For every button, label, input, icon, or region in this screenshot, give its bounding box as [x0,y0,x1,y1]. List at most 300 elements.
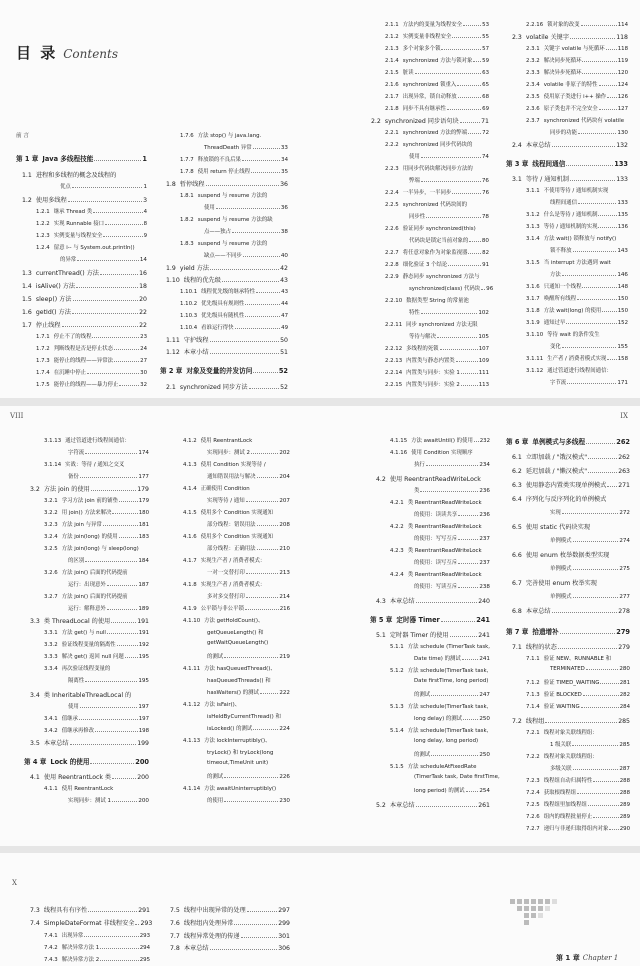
toc-subsection [183,436,290,444]
toc-text: 解决 get() 返回 null 问题 [61,654,124,660]
toc-leader [210,341,280,342]
toc-subsection [44,943,150,951]
toc-text: 内置类与静态内置类 [406,358,455,364]
toc-number: 2.1.7 [385,94,399,100]
toc-leader [598,215,616,216]
toc-subsection [385,272,489,280]
toc-leader [441,49,481,50]
toc-leader [114,361,139,362]
toc-chapter [24,756,149,766]
toc-text: 完善使用 enum 枚举实现 [525,580,597,587]
toc-number: 1.1 [22,172,32,179]
toc-number: 2.3.3 [526,70,540,76]
toc-entry [414,738,490,744]
toc-leader [560,633,615,634]
toc-page: 133 [614,160,628,168]
toc-leader [107,585,138,586]
toc-subsection [183,484,290,492]
toc-leader [570,38,615,39]
toc-leader [245,304,280,305]
toc-entry [68,472,149,480]
toc-text: 的测试 [207,654,224,660]
toc-subsection [385,296,489,304]
toc-leader [586,669,618,670]
toc-subsection [526,20,628,28]
toc-section [512,522,630,531]
toc-number: 2.2.7 [385,250,399,256]
toc-number: 2.3 [512,34,522,41]
toc-subsection [385,200,489,208]
toc-leader [84,936,138,937]
toc-text: 正确使用 Condition [200,486,250,492]
toc-text: 同步 synchronized 方法无限 [406,322,478,328]
toc-subsection [44,931,150,939]
toc-leader [103,525,138,526]
toc-number: 3.1.2 [526,212,540,218]
toc-subsection [44,508,149,516]
toc-number: 3.3.1 [44,630,58,636]
toc-text: 方法 wait(long) 的使用 [543,308,602,314]
toc-page: 16 [139,270,147,277]
toc-text: 验证线程变量的隔离性 [61,642,116,648]
toc-subsection [526,800,630,808]
toc-text: 解决同步死循环 [543,58,582,64]
toc-text: 一对一交替打印 [207,570,245,576]
toc-leader [460,122,480,123]
toc-subsection [526,812,630,820]
toc-text: 验证同步 synchronized(this) [402,226,476,232]
toc-page: 189 [138,606,149,612]
toc-entry [409,176,489,184]
toc-entry [207,448,290,456]
toc-text: 方法 join(long) 与 sleep(long) [61,546,139,552]
toc-number: 7.1.1 [526,656,540,662]
toc-number: 2.1.6 [385,82,399,88]
toc-number: 3.1.3 [526,224,540,230]
toc-subsection [385,188,489,196]
toc-page: 49 [281,325,288,331]
toc-number: 2.2.1 [385,130,399,136]
toc-number: 3.4.1 [44,716,58,722]
toc-subsection [183,784,290,792]
toc-page: 200 [138,798,149,804]
toc-text: 的使用：读写互斥 [414,560,458,566]
toc-subsection [526,788,630,796]
toc-subsection [526,824,630,832]
toc-text: 字节流 [550,380,567,386]
toc-text: 方法 hasQueuedThread()、 [204,666,276,672]
toc-page: 294 [139,945,150,951]
toc-text: 方法 schedule (TimerTask task, [407,644,491,650]
toc-leader [257,525,279,526]
toc-leader [456,361,478,362]
toc-leader [100,274,138,275]
toc-section [22,281,147,290]
toc-page: 224 [279,726,290,732]
toc-subsection [526,294,628,302]
toc-page: 213 [279,570,290,576]
toc-section [22,294,147,303]
toc-leader [421,157,481,158]
toc-subsection [390,642,490,650]
toc-text: 停止线程 [35,322,61,329]
toc-section [30,905,150,914]
toc-subsection [526,318,628,326]
toc-entry [414,714,490,722]
toc-page: 1 [142,155,147,163]
toc-text: 线程中出现异常的处理 [183,907,246,914]
toc-page: 285 [618,718,630,725]
toc-leader [72,187,143,188]
toc-text: isAlive() 方法 [35,283,76,290]
toc-leader [251,453,278,454]
toc-text: 等待与解决 [409,334,436,340]
toc-leader [421,181,481,182]
toc-subsection [183,616,290,624]
toc-text: 当 interrupt 方法遇到 wait [543,260,611,266]
toc-text: 使用 [204,205,215,211]
toc-section [512,578,630,587]
toc-entry [204,143,288,151]
toc-entry [207,496,290,504]
toc-subsection [36,380,147,388]
toc-text: 继承 Thread 类 [53,209,93,215]
toc-subsection [526,44,628,52]
toc-entry [68,796,149,804]
toc-section [512,452,630,461]
toc-chapter [16,153,147,163]
toc-subsection [526,116,628,124]
toc-entry [550,764,630,772]
toc-subsection [385,92,489,100]
toc-text: 的区别 [68,558,85,564]
toc-number: 6.1 [512,454,522,461]
toc-leader [68,201,142,202]
toc-entry [207,592,290,600]
toc-subsection [385,164,489,172]
toc-leader [245,316,280,317]
toc-subsection [183,736,290,744]
toc-section [30,484,149,493]
toc-subsection [36,368,147,376]
toc-page: 192 [138,642,149,648]
toc-text: ThreadDeath 异常 [204,145,252,151]
toc-page: 111 [478,370,489,376]
toc-leader [426,217,481,218]
toc-text: 执行 [414,462,425,468]
toc-number: 第 6 章 [506,438,529,446]
toc-number: 4.2.4 [390,572,404,578]
toc-entry [414,678,490,684]
toc-subsection [385,380,489,388]
toc-leader [243,256,280,257]
toc-leader [577,299,617,300]
toc-number: 4.1.6 [183,534,197,540]
toc-leader [253,148,280,149]
toc-number: 5.1 [376,632,386,639]
toc-leader [461,373,478,374]
toc-text: 实现生产者 / 消费者模式： [200,558,266,564]
toc-leader [420,491,478,492]
toc-number: 2.2.10 [385,298,403,304]
toc-page: 241 [476,616,490,624]
toc-text: 的使用：读读共享 [414,512,458,518]
toc-text: 一半异步，一半同步 [402,190,452,196]
toc-page: 232 [479,438,490,444]
toc-page: 241 [479,656,490,662]
toc-number: 6.5 [512,524,522,531]
toc-entry [207,544,290,552]
toc-text: 类 ReentrantReadWriteLock [407,572,482,578]
toc-page: 76 [481,178,489,184]
toc-page: 184 [138,558,149,564]
page-number-ix: IX [620,412,628,420]
toc-subsection [183,556,290,564]
toc-text: 看谁运行得快 [201,325,234,331]
toc-leader [609,829,618,830]
toc-leader [235,328,281,329]
toc-text: 方法 join() 后面的代码提前 [61,570,128,576]
toc-text: 方法 join() 后面的代码提前 [61,594,128,600]
toc-number: 3.2.2 [44,510,58,516]
toc-number: 4.1.14 [183,786,201,792]
toc-page: 33 [280,145,288,151]
toc-text: 能停止的线程——暴力停止 [53,382,119,388]
toc-leader [224,777,278,778]
toc-number: 2.3.1 [526,46,540,52]
toc-text: 公平锁与非公平锁 [200,606,244,612]
toc-page: 197 [138,716,149,722]
toc-text: 使用 [68,704,79,710]
toc-text: long delay) 的测试 [414,716,463,722]
toc-leader [92,337,139,338]
toc-subsection [44,532,149,540]
toc-text: Java 多线程技能 [42,155,94,163]
toc-leader [73,300,139,301]
toc-entry [414,786,490,794]
toc-subsection [385,128,489,136]
toc-text: 使用多个 Condition 实现通知 [200,534,273,540]
toc-number: 3.2.7 [44,594,58,600]
toc-text: 验证 NEW、RUNNABLE 和 [543,656,612,662]
toc-leader [224,801,278,802]
toc-text: 实现 Runnable 接口 [53,221,105,227]
toc-text: isLocked() 的测试 [207,726,253,732]
toc-text: 留意 i-- 与 System.out.println() [53,245,135,251]
toc-text: 实例变量非线程安全 [402,34,452,40]
toc-subsection [390,702,490,710]
toc-text: 备份 [68,474,79,480]
toc-text: 优点 [60,184,71,190]
toc-page: 222 [279,690,290,696]
toc-subsection [180,215,288,223]
toc-text: 变化 [550,344,561,350]
toc-entry [68,580,149,588]
toc-leader [552,612,618,613]
toc-leader [458,563,478,564]
toc-subsection [44,714,149,722]
toc-leader [90,763,134,764]
toc-entry [414,750,490,758]
toc-text: 方法 join 与异常 [61,522,102,528]
toc-text: synchronized 方法的弊端 [402,130,468,136]
toc-leader [600,683,618,684]
toc-subsection [44,955,150,963]
toc-page: 274 [619,538,630,544]
toc-subsection [526,186,628,194]
toc-leader [452,37,481,38]
toc-text: 1 级关联 [550,742,572,748]
toc-text: 实现等待 / 通知 [207,498,245,504]
toc-text: 拾遗增补 [532,628,559,636]
toc-number: 4.1.5 [183,510,197,516]
toc-text: 线程对象关联线程组： [543,730,598,736]
toc-section [22,195,147,204]
toc-text: 的使用 [207,798,224,804]
toc-leader [463,25,481,26]
toc-number: 1.12 [166,349,180,356]
toc-number: 2.2.9 [385,274,399,280]
toc-text: 等待 wait 的条件发生 [547,332,600,338]
toc-page: 4 [143,209,147,215]
toc-number: 2.2.2 [385,142,399,148]
toc-entry [550,592,630,600]
toc-number: 4.3 [376,598,386,605]
toc-number: 7.2.5 [526,802,540,808]
toc-page: 27 [140,358,147,364]
toc-leader [210,269,279,270]
toc-text: sleep() 方法 [35,296,72,303]
toc-page: 50 [280,337,288,344]
toc-page: 91 [482,262,489,268]
toc-page: 120 [617,70,628,76]
toc-leader [562,275,617,276]
toc-page: 291 [138,907,150,914]
toc-number: 3.4 [30,692,40,699]
toc-number: 2.2.6 [385,226,399,232]
toc-subsection [526,258,628,266]
toc-number: 4.1.9 [183,606,197,612]
toc-leader [562,513,619,514]
toc-leader [566,165,613,166]
toc-entry [204,227,288,235]
toc-text: synchronized 代码块间的 [402,202,468,208]
toc-leader [450,636,478,637]
toc-leader [107,609,138,610]
toc-entry [414,510,490,518]
toc-subsection [180,191,288,199]
toc-number: 4.1.13 [183,738,201,744]
toc-text: getWaitQueueLength() [207,640,269,646]
toc-text: synchronized 同步语句块 [384,118,459,125]
toc-subsection [390,762,490,770]
toc-leader [87,373,139,374]
toc-leader [593,817,618,818]
toc-number: 7.8 [170,945,180,952]
toc-text: 获取根线程组 [543,790,577,796]
toc-text: long period) 的测试 [414,788,465,794]
toc-subsection [44,460,149,468]
toc-number: 2.3.4 [526,82,540,88]
toc-section [30,772,149,781]
toc-page: 155 [617,344,628,350]
toc-page: 36 [280,205,288,211]
toc-number: 7.2.1 [526,730,540,736]
toc-page: 102 [478,310,489,316]
toc-section [512,642,630,651]
toc-page: 20 [139,296,147,303]
toc-leader [588,805,619,806]
toc-entry [409,332,489,340]
toc-page: 132 [616,142,628,149]
toc-leader [224,657,278,658]
toc-text: 暂停线程 [179,181,205,188]
toc-text: 内置类与同步：实验 1 [406,370,460,376]
toc-text: 立即加载 / "饿汉模式" [525,454,588,461]
toc-text: 解决异步死循环 [543,70,582,76]
toc-leader [607,486,617,487]
toc-text: 方法 [550,272,561,278]
toc-number: 1.7.1 [36,334,50,340]
toc-text: synchronized 方法与锁对象 [402,58,473,64]
toc-leader [112,801,137,802]
toc-leader [119,385,139,386]
toc-number: 2.1 [166,384,176,391]
toc-subsection [44,436,149,444]
toc-page: 44 [281,301,288,307]
toc-text: 使用 enum 枚举数据类型实现 [525,552,610,559]
toc-number: 5.1.3 [390,704,404,710]
toc-text: 方法 get() 与 null [61,630,106,636]
toc-page: 24 [140,346,147,352]
toc-leader [100,960,138,961]
toc-page: 118 [617,46,628,52]
toc-section [22,320,147,329]
toc-leader [582,61,616,62]
toc-number: 2.2.14 [385,370,403,376]
toc-text: 出现异常，锁自动释放 [402,94,457,100]
toc-subsection [44,726,149,734]
toc-entry [414,558,490,566]
toc-text: 本章小结 [183,349,209,356]
toc-page: 180 [138,510,149,516]
toc-entry [207,772,290,780]
toc-page: 135 [617,212,628,218]
toc-text: 用 join() 方法来解决 [61,510,112,516]
toc-page: 250 [479,752,490,758]
toc-page: 238 [479,584,490,590]
toc-entry [207,568,290,576]
toc-subsection [526,776,630,784]
toc-number: 2.2.4 [385,190,399,196]
toc-number: 4.2.2 [390,524,404,530]
toc-page: 14 [139,257,147,263]
toc-page: 150 [617,308,628,314]
toc-text: 的异常 [60,257,77,263]
toc-number: 1.6 [22,309,32,316]
toc-page: 208 [279,522,290,528]
toc-text: Date time) 的测试 [414,656,461,662]
toc-subsection [44,652,149,660]
toc-text: 实现同步：测试 1 [68,798,111,804]
toc-text: 进程和多线程的概念及线程的 [35,172,117,179]
toc-entry [68,604,149,612]
toc-page: 52 [278,367,288,375]
toc-subsection [390,546,490,554]
toc-entry [16,131,147,139]
toc-page: 158 [617,356,628,362]
toc-page: 36 [280,181,288,188]
